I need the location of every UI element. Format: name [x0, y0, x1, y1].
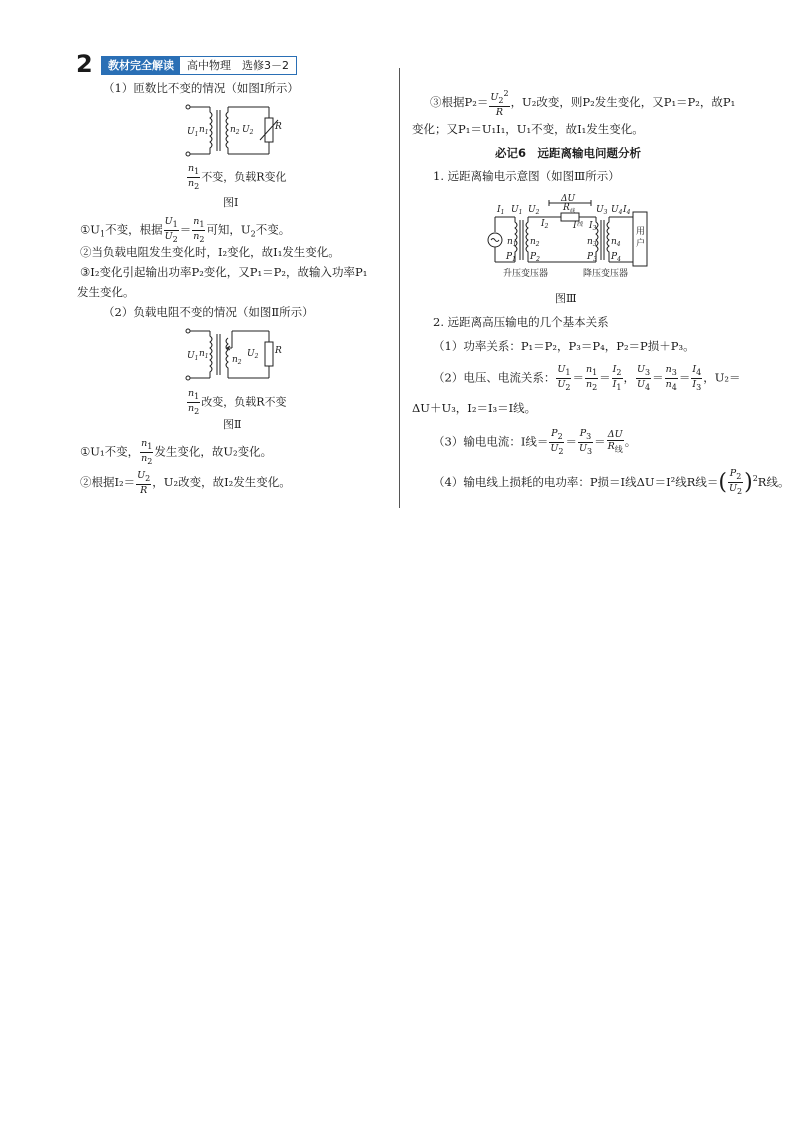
- svg-text:R: R: [275, 346, 282, 356]
- svg-text:U2: $U_2$: [242, 125, 254, 136]
- case2-point-b: ②根据I₂＝ $\frac{U_2}{R}$ ，U₂改变，故I₂发生变化。: [80, 470, 291, 496]
- svg-text:I2: $I_2$: [541, 219, 549, 230]
- svg-text:U2: $U_2$: [528, 205, 540, 216]
- case1-point-a: $①U_1$不变，根据 $\frac{U_1}{U_2}$ ＝ $\frac{n_1}{n_2}$ 可知，$U_2$不变。: [80, 216, 291, 244]
- figure-1-label: 图Ⅰ: [223, 196, 239, 209]
- svg-text:n3: $n_3$: [587, 237, 597, 248]
- case2-point-a: ①U₁不变， $\frac{n_1}{n_2}$ 发生变化，故U₂变化。: [80, 438, 273, 466]
- figure-2-label: 图Ⅱ: [223, 418, 242, 431]
- svg-text:n2: $n_2$: [232, 355, 242, 366]
- figure-1-transformer: [176, 100, 286, 162]
- power-loss: （4）输电线上损耗的电功率：P损＝I线ΔU＝I²线R线＝( $\frac{P_2}{U_2}$ )$^2$R线。: [433, 468, 790, 497]
- page-number: 2: [76, 50, 93, 78]
- case2-title: （2）负载电阻不变的情况（如图Ⅱ所示）: [103, 305, 314, 319]
- svg-text:I线: $I^线$: [573, 221, 583, 231]
- step-down-label: 降压变压器: [583, 269, 629, 279]
- svg-text:I4: $I_4$: [623, 205, 631, 216]
- power-relation: （1）功率关系：P₁＝P₂，P₃＝P₄，P₂＝P损＋P₃。: [433, 339, 695, 353]
- svg-text:ΔU: ΔU: [561, 194, 576, 204]
- book-title: 高中物理 选修3－2: [187, 59, 289, 72]
- section-title: 必记6 远距离输电问题分析: [495, 146, 642, 160]
- long-distance-intro: 1. 远距离输电示意图（如图Ⅲ所示）: [433, 169, 620, 183]
- case1-title: （1）匝数比不变的情况（如图Ⅰ所示）: [103, 81, 299, 95]
- svg-text:P3: $P_3$: [587, 252, 597, 263]
- figure-2-transformer: [176, 324, 286, 386]
- svg-text:R线: $R_线$: [563, 203, 575, 214]
- svg-text:U4: $U_4$: [611, 205, 623, 216]
- svg-text:n2: $n_2$: [530, 237, 540, 248]
- column-divider: [399, 68, 400, 508]
- header-badge: [101, 56, 297, 75]
- svg-text:P2: $P_2$: [530, 252, 540, 263]
- svg-text:n1: $n_1$: [507, 237, 517, 248]
- case1-point-b: ②当负载电阻发生变化时，I₂变化，故I₁发生变化。: [80, 245, 340, 259]
- svg-text:P1: $P_1$: [506, 252, 516, 263]
- svg-text:U1: $U_1$: [187, 127, 199, 138]
- series-title: 教材完全解读: [102, 57, 180, 74]
- svg-text:U2: $U_2$: [247, 349, 259, 360]
- figure-3-label: 图Ⅲ: [555, 292, 577, 305]
- svg-text:R: R: [275, 122, 282, 132]
- svg-text:用: 用: [636, 227, 646, 237]
- svg-text:I3: $I_3$: [589, 221, 597, 232]
- step-up-label: 升压变压器: [503, 269, 549, 279]
- svg-text:U1: $U_1$: [511, 205, 523, 216]
- svg-text:P4: $P_4$: [611, 252, 621, 263]
- svg-text:U1: $U_1$: [187, 351, 199, 362]
- svg-text:户: 户: [636, 239, 646, 249]
- svg-text:n4: $n_4$: [611, 237, 621, 248]
- svg-text:n1: $n_1$: [199, 125, 209, 136]
- voltage-current-relation-cont: ΔU＋U₃，I₂＝I₃＝I线。: [412, 401, 537, 415]
- case2-point-c-cont: 变化；又P₁＝U₁I₁，U₁不变，故I₁发生变化。: [412, 122, 644, 136]
- svg-text:n2: $n_2$: [230, 125, 240, 136]
- case1-point-c: ③I₂变化引起输出功率P₂变化，又P₁＝P₂，故输入功率P₁: [80, 265, 368, 279]
- case2-point-c: ③根据P₂＝ $\frac{U_2^2}{R}$ ，U₂改变，则P₂发生变化，又P₁＝P₂，故P₁: [430, 89, 736, 119]
- figure-2-caption: $\frac{n_1}{n_2}$ 改变，负载R不变: [188, 388, 287, 416]
- relations-title: 2. 远距离高压输电的几个基本关系: [433, 315, 609, 329]
- svg-text:I1: $I_1$: [497, 205, 505, 216]
- svg-text:U3: $U_3$: [596, 205, 608, 216]
- voltage-current-relation: （2）电压、电流关系： $\frac{U_1}{U_2}$ ＝ $\frac{n_1}{n_2}$ ＝ $\frac{I_2}{I_1}$ ， $\frac{U_3}{U_4}$ ＝ $\frac{n_3}{n_4}$ ＝ $\frac{I_4}{I_3}$ ，U₂＝: [433, 364, 741, 392]
- svg-text:n1: $n_1$: [199, 349, 209, 360]
- transmission-current: （3）输电电流：I线＝ $\frac{P_2}{U_2}$ ＝ $\frac{P_3}{U_3}$ ＝ $\frac{\Delta U}{R_线}$ 。: [433, 428, 637, 456]
- figure-3-transmission: [483, 190, 658, 282]
- case1-point-c-cont: 发生变化。: [77, 285, 135, 299]
- figure-1-caption: $\frac{n_1}{n_2}$ 不变，负载R变化: [188, 163, 287, 191]
